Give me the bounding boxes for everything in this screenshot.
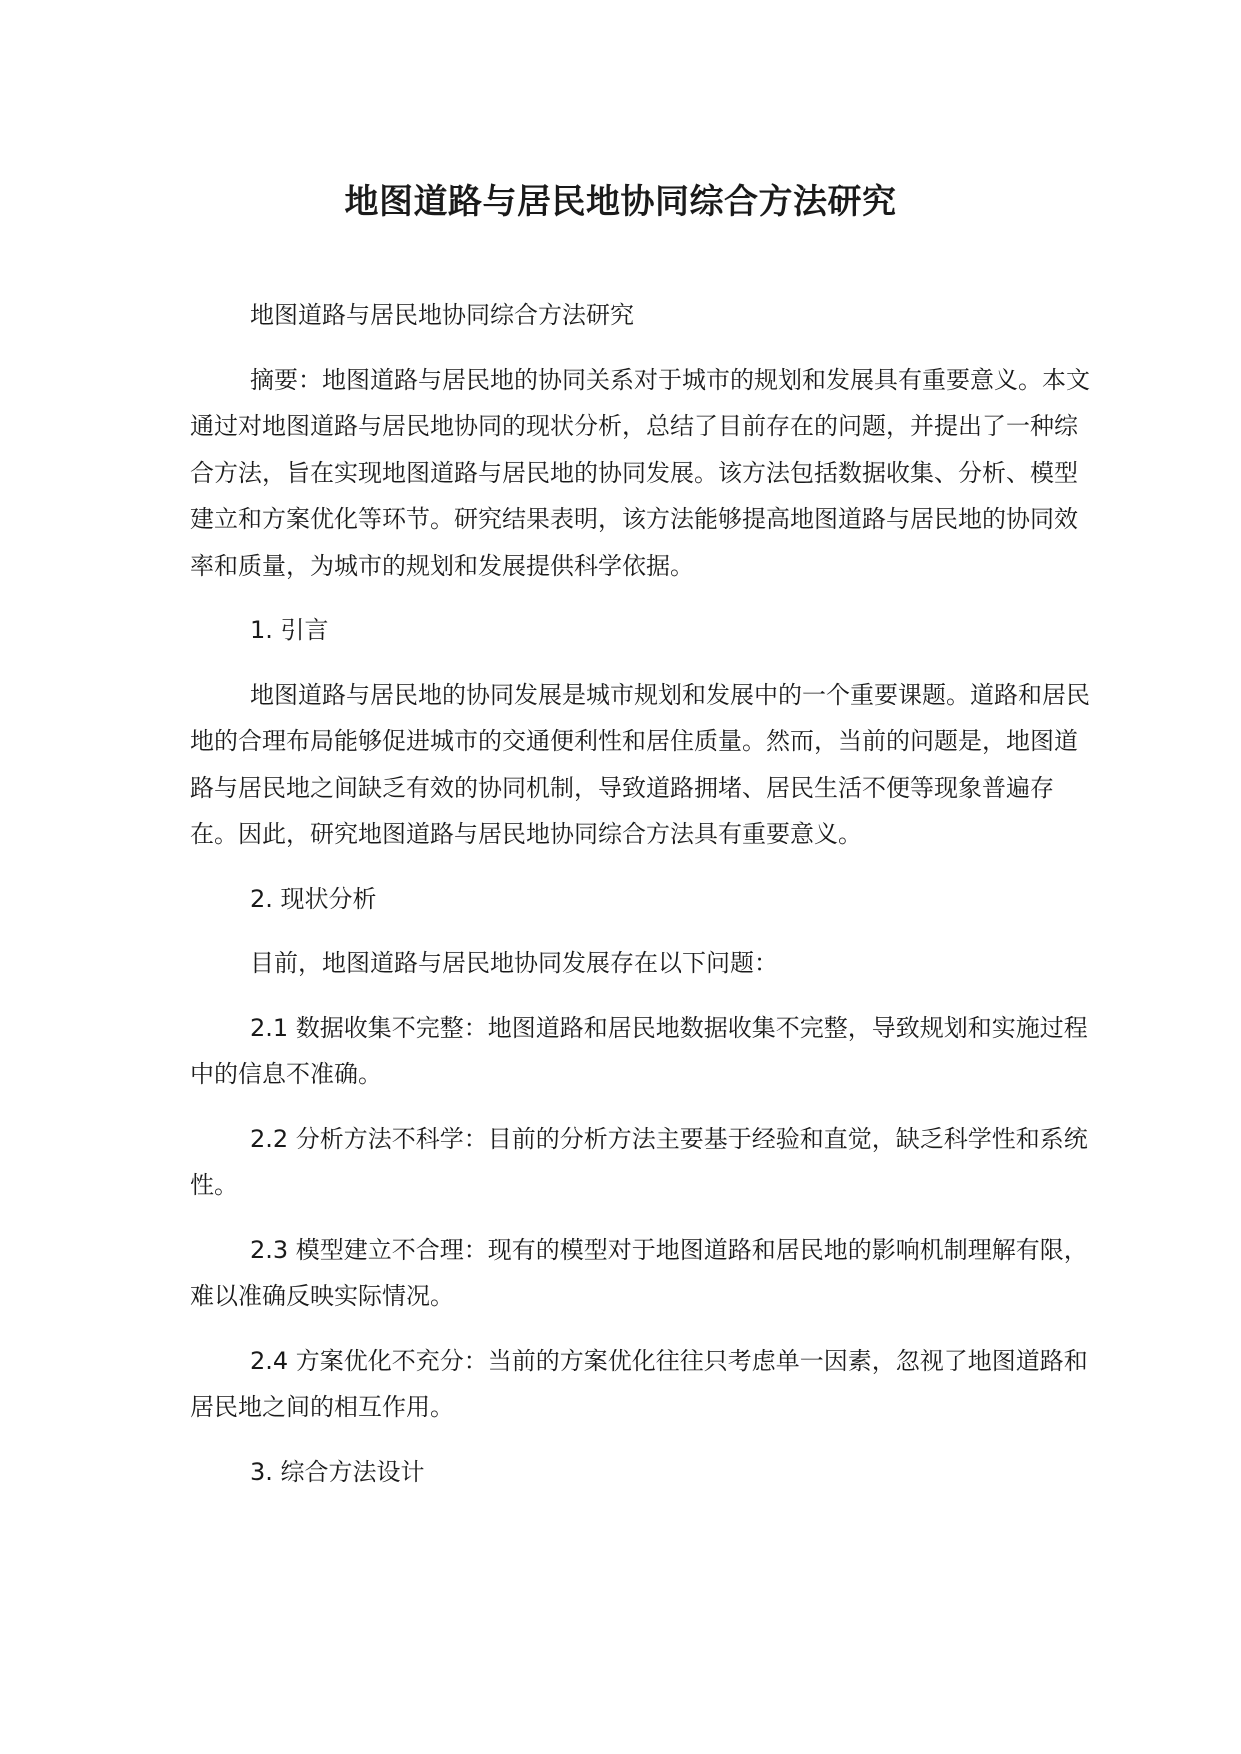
- paragraph-introduction: 地图道路与居民地的协同发展是城市规划和发展中的一个重要课题。道路和居民地的合理布局能够促进城市的交通便利性和居住质量。然而，当前的问题是，地图道路与居民地之间缺乏有效的协同机制，导致道路拥堵、居民生活不便等现象普遍存在。因此，研究地图道路与居民地协同综合方法具有重要意义。: [190, 680, 1090, 848]
- paragraph-subtitle: 地图道路与居民地协同综合方法研究: [250, 301, 634, 329]
- paragraph-issue-2-2: 2.2 分析方法不科学：目前的分析方法主要基于经验和直觉，缺乏科学性和系统性。: [190, 1124, 1088, 1199]
- section-heading-introduction: 1. 引言: [250, 616, 329, 644]
- paragraph-abstract: 摘要：地图道路与居民地的协同关系对于城市的规划和发展具有重要意义。本文通过对地图道路与居民地协同的现状分析，总结了目前存在的问题，并提出了一种综合方法，旨在实现地图道路与居民地的协同发展。该方法包括数据收集、分析、模型建立和方案优化等环节。研究结果表明，该方法能够提高地图道路与居民地的协同效率和质量，为城市的规划和发展提供科学依据。: [190, 365, 1090, 580]
- paragraph-issue-2-4: 2.4 方案优化不充分：当前的方案优化往往只考虑单一因素，忽视了地图道路和居民地之间的相互作用。: [190, 1346, 1088, 1421]
- document-body: [190, 292, 1090, 1513]
- document-title: 地图道路与居民地协同综合方法研究: [344, 182, 897, 222]
- section-heading-method-design: 3. 综合方法设计: [250, 1457, 425, 1486]
- paragraph-status-intro: 目前，地图道路与居民地协同发展存在以下问题：: [250, 949, 778, 977]
- section-heading-status-analysis: 2. 现状分析: [250, 884, 377, 913]
- paragraph-issue-2-1: 2.1 数据收集不完整：地图道路和居民地数据收集不完整，导致规划和实施过程中的信息不准确。: [190, 1013, 1088, 1088]
- paragraph-issue-2-3: 2.3 模型建立不合理：现有的模型对于地图道路和居民地的影响机制理解有限，难以准确反映实际情况。: [190, 1235, 1088, 1310]
